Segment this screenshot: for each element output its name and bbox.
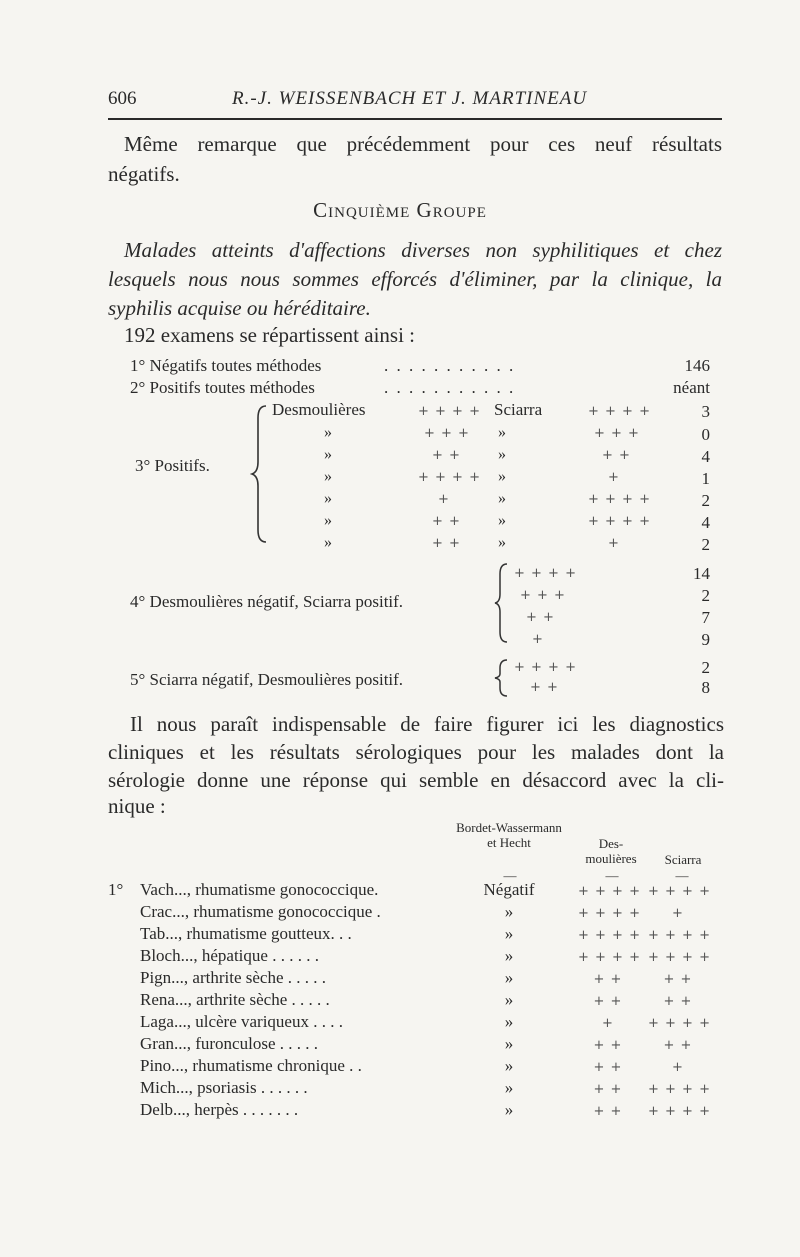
item3-row-1-n: 3 <box>701 402 710 421</box>
row-11-name: Delb..., herpès . . . . . . . <box>140 1100 299 1119</box>
page-number: 606 <box>108 88 137 109</box>
row-10-bw: » <box>504 1078 514 1097</box>
row-6-sci: + + <box>663 994 693 1009</box>
row-10-sci: + + + + <box>648 1082 711 1097</box>
header-sciarra: Sciarra <box>664 852 702 867</box>
row-9-des: + + <box>593 1060 623 1075</box>
item3-row-3-ditto-b: » <box>498 446 506 463</box>
item3-row-3-a: + + <box>432 448 461 463</box>
item4-row-4-s: + <box>532 632 544 647</box>
row-9-bw: » <box>504 1056 514 1075</box>
item3-row-2-a: + + + <box>424 426 470 441</box>
item5-row-1-n: 2 <box>701 658 710 677</box>
item3-row-6-ditto-b: » <box>498 512 506 529</box>
header-desmoulieres: Des-moulières <box>585 836 637 866</box>
item4-row-3-s: + + <box>526 610 555 625</box>
row-7-bw: » <box>504 1012 514 1031</box>
row-9-name: Pino..., rhumatisme chronique . . <box>140 1056 362 1075</box>
item3-row-4-ditto-b: » <box>498 468 506 485</box>
col-sciarra-label: Sciarra <box>494 400 543 419</box>
item3-row-2-ditto-a: » <box>324 424 332 441</box>
item3-row-6-ditto-a: » <box>324 512 332 529</box>
row-8-sci: + + <box>663 1038 693 1053</box>
item4-row-4-n: 9 <box>701 630 710 649</box>
para2-line-2: cliniques et les résultats sérologiques pour les malades dont la <box>108 740 724 764</box>
row-5-sci: + + <box>663 972 693 987</box>
item3-row-5-ditto-b: » <box>498 490 506 507</box>
item3-row-2-b: + + + <box>594 426 640 441</box>
dash-sci: — <box>675 868 689 883</box>
item3-row-6-a: + + <box>432 514 461 529</box>
col-desmoulieres-label: Desmoulières <box>272 400 366 419</box>
row-4-sci: + + + + <box>648 950 711 965</box>
row-1-des: + + + + <box>578 884 641 899</box>
list-item-2-dots: . . . . . . . . . . . <box>384 378 516 397</box>
row-8-name: Gran..., furonculose . . . . . <box>140 1034 318 1053</box>
header-rule <box>108 118 722 120</box>
row-2-des: + + + + <box>578 906 641 921</box>
item3-row-6-n: 4 <box>701 513 710 532</box>
row-6-name: Rena..., arthrite sèche . . . . . <box>140 990 330 1009</box>
item3-row-2-n: 0 <box>701 425 710 444</box>
row-6-bw: » <box>504 990 514 1009</box>
item3-row-7-b: + <box>608 536 620 551</box>
header-bordet-wassermann: Bordet-Wassermann et Hecht <box>456 820 562 850</box>
list-item-3-label: 3° Positifs. <box>135 456 210 475</box>
item3-row-7-n: 2 <box>701 535 710 554</box>
exam-count-line: 192 examens se répartissent ainsi : <box>124 323 416 347</box>
italic-line-1: Malades atteints d'affections diverses non syphilitiques et chez <box>124 238 722 262</box>
row-3-sci: + + + + <box>648 928 711 943</box>
row-4-des: + + + + <box>578 950 641 965</box>
list-item-1-label: 1° Négatifs toutes méthodes <box>130 356 322 375</box>
row-10-des: + + <box>593 1082 623 1097</box>
dash-des: — <box>605 868 619 883</box>
item3-row-5-a: + <box>438 492 450 507</box>
list-item-1-dots: . . . . . . . . . . . <box>384 356 516 375</box>
dash-bw: — <box>503 868 517 883</box>
row-3-des: + + + + <box>578 928 641 943</box>
item3-row-5-ditto-a: » <box>324 490 332 507</box>
running-title: R.-J. WEISSENBACH ET J. MARTINEAU <box>232 88 588 109</box>
row-6-des: + + <box>593 994 623 1009</box>
item3-row-3-ditto-a: » <box>324 446 332 463</box>
item3-row-2-ditto-b: » <box>498 424 506 441</box>
row-8-des: + + <box>593 1038 623 1053</box>
list-item-5-label: 5° Sciarra négatif, Desmoulières positif. <box>130 670 404 689</box>
row-1-bw: Négatif <box>483 880 535 899</box>
item5-row-1-s: + + + + <box>514 660 577 675</box>
row-5-bw: » <box>504 968 514 987</box>
item3-row-1-b: + + + + <box>588 404 651 419</box>
item5-row-2-n: 8 <box>701 678 710 697</box>
para2-line-3: sérologie donne une réponse qui semble en désaccord avec la cli- <box>108 768 724 792</box>
list-item-4-label: 4° Desmoulières négatif, Sciarra positif. <box>130 592 404 611</box>
item4-row-3-n: 7 <box>701 608 710 627</box>
row-7-sci: + + + + <box>648 1016 711 1031</box>
item4-row-1-n: 14 <box>693 564 710 583</box>
row-1-sci: + + + + <box>648 884 711 899</box>
row-8-bw: » <box>504 1034 514 1053</box>
section-title: Cinquième Groupe <box>313 198 487 222</box>
row-3-bw: » <box>504 924 514 943</box>
row-3-name: Tab..., rhumatisme goutteux. . . <box>140 924 352 943</box>
item3-row-4-n: 1 <box>701 469 710 488</box>
item3-row-3-b: + + <box>602 448 631 463</box>
intro-line-2: négatifs. <box>108 162 180 186</box>
item3-row-4-b: + <box>608 470 620 485</box>
brace-item5 <box>494 658 510 698</box>
item4-row-1-s: + + + + <box>514 566 577 581</box>
list-item-2-label: 2° Positifs toutes méthodes <box>130 378 315 397</box>
row-5-des: + + <box>593 972 623 987</box>
item3-row-7-a: + + <box>432 536 461 551</box>
item3-row-6-b: + + + + <box>588 514 651 529</box>
row-9-sci: + <box>672 1060 684 1075</box>
item3-row-5-n: 2 <box>701 491 710 510</box>
item5-row-2-s: + + <box>530 680 559 695</box>
italic-line-3: syphilis acquise ou héréditaire. <box>108 296 371 320</box>
table-prefix: 1° <box>108 880 124 899</box>
list-item-2-value: néant <box>673 378 710 397</box>
row-2-bw: » <box>504 902 514 921</box>
item3-row-3-n: 4 <box>701 447 710 466</box>
item3-row-7-ditto-b: » <box>498 534 506 551</box>
brace-left <box>250 404 270 544</box>
row-10-name: Mich..., psoriasis . . . . . . <box>140 1078 308 1097</box>
item4-row-2-s: + + + <box>520 588 566 603</box>
row-4-name: Bloch..., hépatique . . . . . . <box>140 946 319 965</box>
row-1-name: Vach..., rhumatisme gonococcique. <box>140 880 379 899</box>
para2-line-4: nique : <box>108 794 166 818</box>
row-2-sci: + <box>672 906 684 921</box>
italic-line-2: lesquels nous nous sommes efforcés d'éliminer, par la clinique, la <box>108 267 722 291</box>
item3-row-4-ditto-a: » <box>324 468 332 485</box>
item3-row-4-a: + + + + <box>418 470 481 485</box>
item3-row-7-ditto-a: » <box>324 534 332 551</box>
item4-row-2-n: 2 <box>701 586 710 605</box>
row-7-des: + <box>602 1016 614 1031</box>
row-11-sci: + + + + <box>648 1104 711 1119</box>
row-11-des: + + <box>593 1104 623 1119</box>
item3-row-1-a: + + + + <box>418 404 481 419</box>
para2-line-1: Il nous paraît indispensable de faire figurer ici les diagnostics <box>130 712 724 736</box>
row-11-bw: » <box>504 1100 514 1119</box>
brace-item4 <box>494 562 510 644</box>
list-item-1-value: 146 <box>684 356 710 375</box>
row-7-name: Laga..., ulcère variqueux . . . . <box>140 1012 343 1031</box>
item3-row-5-b: + + + + <box>588 492 651 507</box>
row-4-bw: » <box>504 946 514 965</box>
row-2-name: Crac..., rhumatisme gonococcique . <box>140 902 381 921</box>
row-5-name: Pign..., arthrite sèche . . . . . <box>140 968 327 987</box>
intro-line-1: Même remarque que précédemment pour ces neuf résultats <box>124 132 722 156</box>
